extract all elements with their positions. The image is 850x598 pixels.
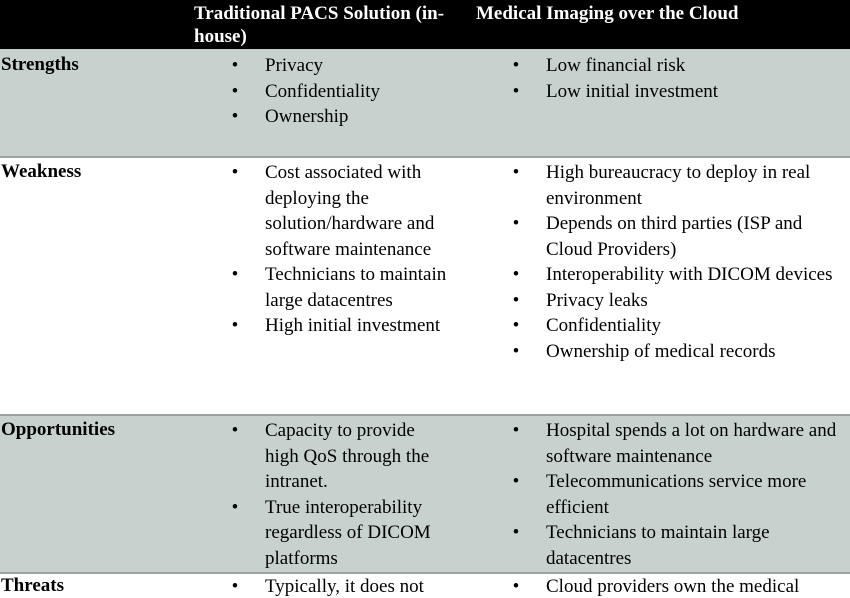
list-item-text: Depends on third parties (ISP and Cloud Providers) — [546, 213, 803, 260]
bullet-icon: • — [231, 80, 239, 102]
list-item — [510, 339, 850, 365]
list-item — [510, 79, 850, 105]
list-item-text: Capacity to provide high QoS through the intranet. — [265, 420, 430, 492]
list-item-text: Technicians to maintain large datacentres — [546, 522, 770, 569]
list-item-text: Technicians to maintain large datacentres — [265, 264, 447, 311]
bullet-icon: • — [512, 80, 520, 102]
strengths-pacs-list — [229, 53, 451, 130]
list-item-text: Cloud providers own the medical — [546, 576, 800, 597]
bullet-icon: • — [231, 162, 239, 183]
row-label-strengths: Strengths — [1, 54, 79, 75]
bullet-icon: • — [512, 55, 520, 76]
row-threats — [0, 574, 850, 598]
opportunities-cloud-list — [510, 418, 850, 571]
threats-pacs-list — [229, 574, 451, 598]
opportunities-pacs-list — [229, 418, 451, 571]
row-label-opportunities: Opportunities — [1, 419, 116, 440]
bullet-icon: • — [512, 315, 520, 336]
bullet-icon: • — [512, 420, 520, 441]
list-item-text: Typically, it does not — [265, 576, 424, 597]
bullet-icon: • — [231, 264, 239, 285]
list-item — [229, 160, 451, 262]
list-item — [229, 418, 451, 495]
list-item — [510, 262, 850, 288]
bullet-icon: • — [231, 420, 239, 441]
list-item-text: Confidentiality — [265, 80, 381, 102]
list-item — [510, 574, 850, 598]
list-item — [510, 469, 850, 520]
table-header — [0, 0, 850, 49]
bullet-icon: • — [231, 496, 239, 518]
list-item — [510, 520, 850, 571]
list-item — [510, 160, 850, 211]
list-item — [510, 288, 850, 314]
list-item-text: Privacy — [265, 55, 324, 76]
list-item-text: Telecommunications service more efficient — [546, 471, 807, 518]
threats-cloud-list — [510, 574, 850, 598]
bullet-icon: • — [512, 213, 520, 234]
weakness-pacs-list — [229, 160, 451, 339]
list-item — [510, 313, 850, 339]
row-strengths — [0, 49, 850, 157]
row-opportunities — [0, 416, 850, 572]
list-item-text: True interoperability regardless of DICOM platforms — [265, 496, 431, 569]
list-item — [229, 53, 451, 79]
bullet-icon: • — [512, 289, 520, 311]
row-weakness — [0, 158, 850, 414]
list-item-text: Confidentiality — [546, 315, 662, 336]
bullet-icon: • — [231, 55, 239, 76]
list-item — [229, 574, 451, 598]
bullet-icon: • — [512, 522, 520, 543]
bullet-icon: • — [231, 315, 239, 336]
header-traditional-pacs: Traditional PACS Solution (in-house) — [194, 3, 445, 47]
list-item-text: Ownership — [265, 106, 349, 127]
list-item — [229, 104, 451, 130]
list-item — [510, 53, 850, 79]
list-item-text: High initial investment — [265, 315, 441, 336]
bullet-icon: • — [512, 162, 520, 183]
list-item — [229, 79, 451, 105]
list-item-text: Hospital spends a lot on hardware and software maintenance — [546, 420, 837, 467]
list-item-text: Privacy leaks — [546, 289, 648, 311]
row-label-threats: Threats — [1, 575, 64, 596]
list-item-text: Low financial risk — [546, 55, 686, 76]
list-item — [229, 495, 451, 572]
bullet-icon: • — [512, 471, 520, 492]
bullet-icon: • — [512, 576, 520, 597]
bullet-icon: • — [512, 264, 520, 285]
list-item-text: Low initial investment — [546, 80, 719, 102]
list-item-text: Interoperability with DICOM devices — [546, 264, 833, 285]
weakness-cloud-list — [510, 160, 850, 364]
list-item — [229, 313, 451, 339]
list-item-text: Ownership of medical records — [546, 340, 776, 362]
list-item — [510, 418, 850, 469]
bullet-icon: • — [231, 576, 239, 597]
list-item — [510, 211, 850, 262]
list-item-text: Cost associated with deploying the solution/hardware and software maintenance — [265, 162, 435, 260]
list-item-text: High bureaucracy to deploy in real environment — [546, 162, 811, 209]
strengths-cloud-list — [510, 53, 850, 104]
header-cloud-imaging: Medical Imaging over the Cloud — [476, 3, 739, 24]
row-label-weakness: Weakness — [1, 161, 82, 182]
bullet-icon: • — [231, 106, 239, 127]
bullet-icon: • — [512, 340, 520, 362]
list-item — [229, 262, 451, 313]
